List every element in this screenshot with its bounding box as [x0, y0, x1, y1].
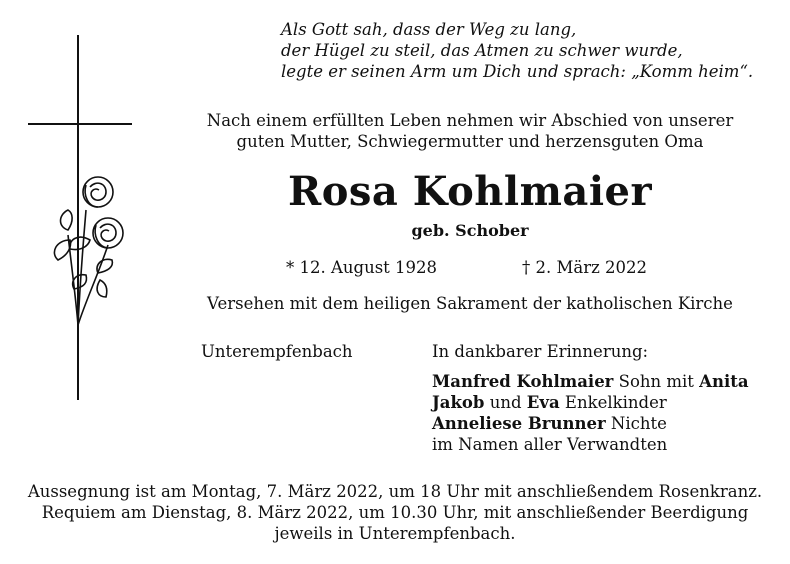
footer-line: Aussegnung ist am Montag, 7. März 2022, um 18 Uhr mit anschließendem Rosenkranz.: [27, 482, 763, 501]
cross-with-roses-icon: [28, 35, 138, 400]
relation-text: Sohn mit: [613, 372, 700, 391]
relation-text: Enkelkinder: [559, 393, 667, 412]
mourner-name: Jakob: [432, 393, 485, 412]
intro-line: guten Mutter, Schwiegermutter und herzensguten Oma: [236, 132, 704, 151]
birth-date: * 12. August 1928: [286, 258, 438, 277]
mourner-name: Manfred Kohlmaier: [432, 372, 614, 391]
mourners-list: [432, 371, 749, 455]
footer-line: Requiem am Dienstag, 8. März 2022, um 10.30 Uhr, mit anschließender Beerdigung: [41, 503, 749, 522]
poem: [281, 19, 753, 82]
relation-text: Nichte: [605, 414, 667, 433]
mourner-line: im Namen aller Verwandten: [432, 435, 668, 454]
funeral-details: [10, 481, 780, 544]
mourner-line: [432, 371, 749, 392]
intro-line: Nach einem erfüllten Leben nehmen wir Abschied von unserer: [206, 111, 734, 130]
mourner-name: Anita: [699, 372, 749, 391]
poem-line: Als Gott sah, dass der Weg zu lang,: [281, 20, 577, 39]
mourner-name: Eva: [526, 393, 560, 412]
maiden-name: geb. Schober: [411, 221, 529, 240]
footer-line: jeweils in Unterempfenbach.: [274, 524, 516, 543]
death-date: † 2. März 2022: [522, 258, 648, 277]
mourner-line: [432, 413, 749, 434]
deceased-name: Rosa Kohlmaier: [287, 168, 653, 215]
mourner-name: Anneliese Brunner: [432, 414, 606, 433]
place-name: Unterempfenbach: [201, 342, 353, 361]
sacrament-text: Versehen mit dem heiligen Sakrament der katholischen Kirche: [207, 294, 733, 313]
memory-heading: In dankbarer Erinnerung:: [432, 342, 649, 361]
intro-text: [180, 110, 760, 152]
mourner-line: [432, 392, 749, 413]
poem-line: der Hügel zu steil, das Atmen zu schwer wurde,: [281, 41, 683, 60]
poem-line: legte er seinen Arm um Dich und sprach: „Komm heim“.: [281, 62, 754, 81]
relation-text: und: [484, 393, 527, 412]
